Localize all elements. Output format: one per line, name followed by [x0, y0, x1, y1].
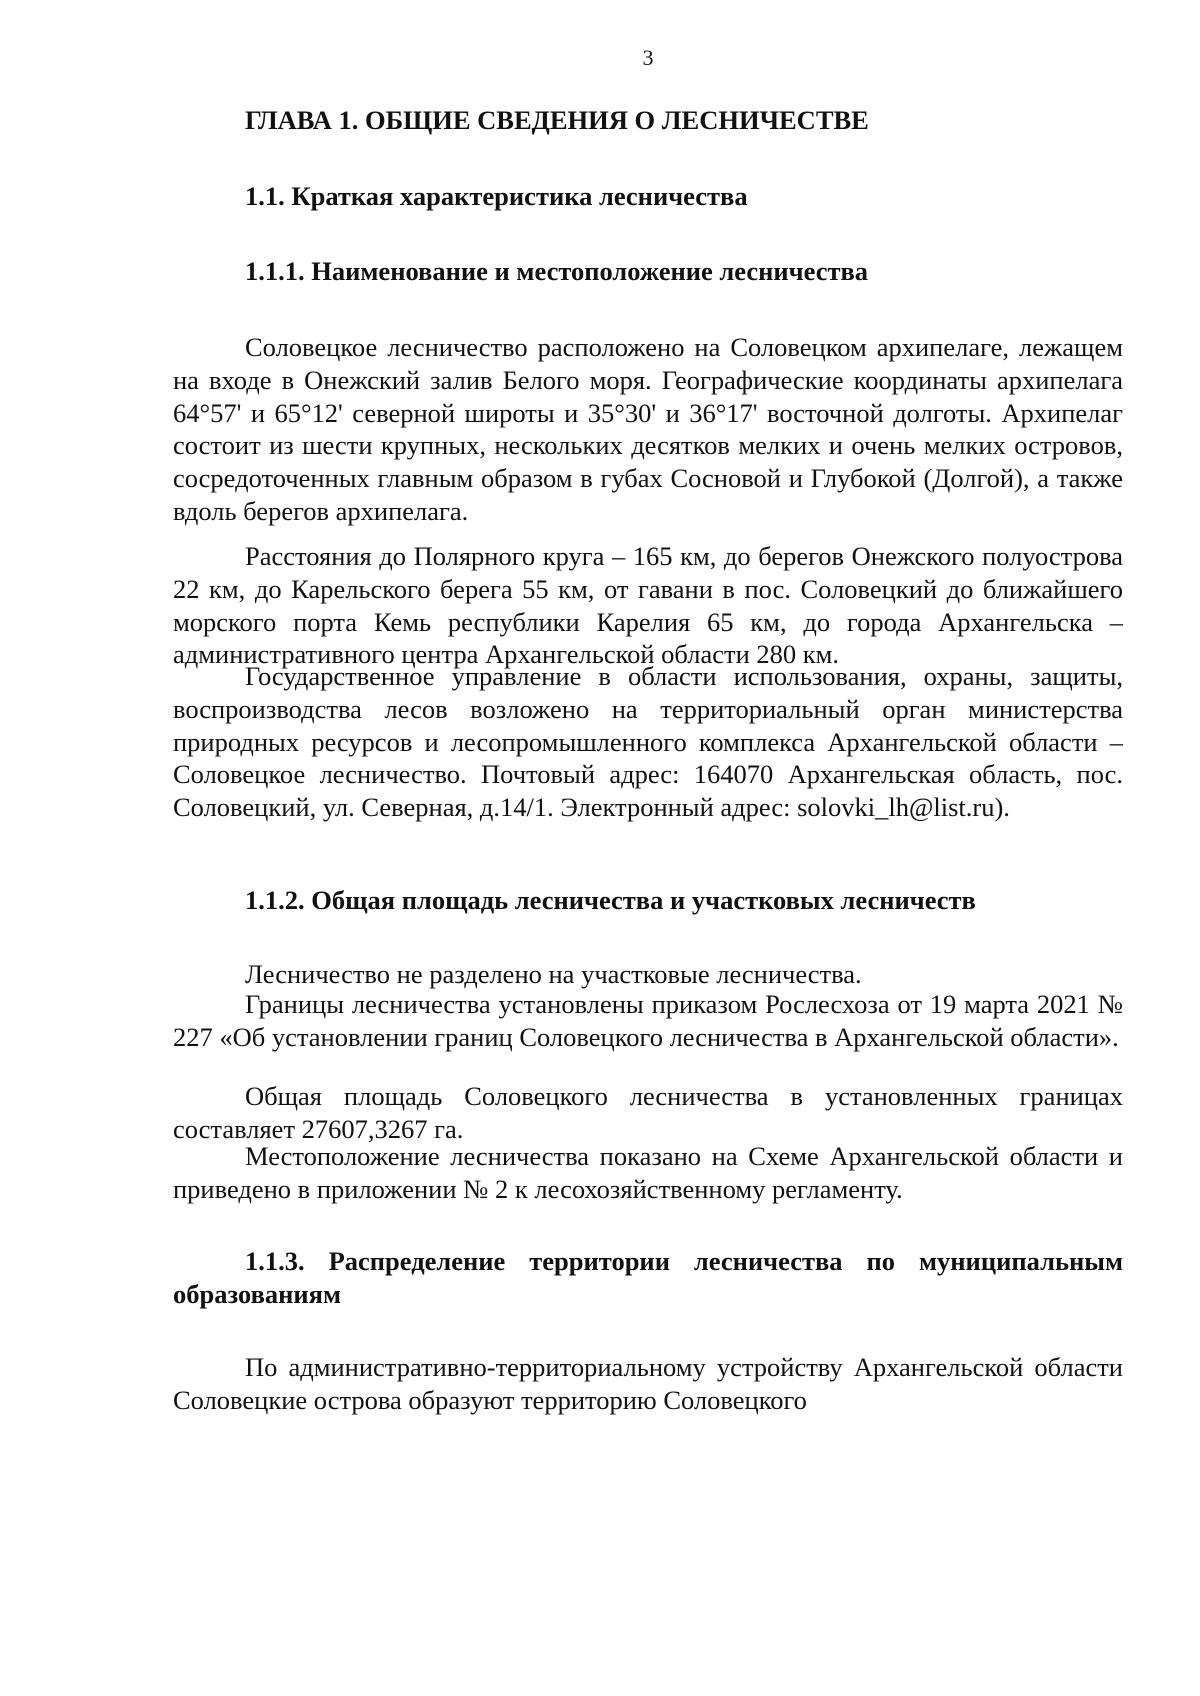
paragraph-location: Соловецкое лесничество расположено на Соловецком архипелаге, лежащем на входе в Онежский залив Белого моря. Географические координаты архипелага 64°57' и 65°12' северной широты и 35°30' и 36°17' восточной долготы. Архипелаг состоит из шести крупных, нескольких десятков мелких и очень мелких островов, сосредоточенных главным образом в губах Сосновой и Глубокой (Долгой), а также вдоль берегов архипелага.: [173, 332, 1123, 526]
section-1-1-2-title: 1.1.2. Общая площадь лесничества и участковых лесничеств: [245, 885, 976, 915]
paragraph-distances: Расстояния до Полярного круга – 165 км, до берегов Онежского полуострова 22 км, до Карельского берега 55 км, от гавани в пос. Соловецкий до ближайшего морского порта Кемь республики Карелия 65 км, до города Архангельска – административного центра Архангельской области 280 км.: [173, 541, 1123, 670]
paragraph-no-division: Лесничество не разделено на участковые лесничества.: [245, 959, 862, 989]
paragraph-administrative: По административно-территориальному устройству Архангельской области Соловецкие острова образуют территорию Соловецкого: [173, 1352, 1123, 1415]
paragraph-management: Государственное управление в области использования, охраны, защиты, воспроизводства лесов возложено на территориальный орган министерства природных ресурсов и лесопромышленного комплекса Архангельской области – Соловецкое лесничество. Почтовый адрес: 164070 Архангельская область, пос. Соловецкий, ул. Северная, д.14/1. Электронный адрес: solovki_lh@list.ru).: [173, 661, 1123, 823]
chapter-title: ГЛАВА 1. ОБЩИЕ СВЕДЕНИЯ О ЛЕСНИЧЕСТВЕ: [245, 105, 869, 135]
paragraph-boundaries: Границы лесничества установлены приказом Рослесхоза от 19 марта 2021 № 227 «Об установлении границ Соловецкого лесничества в Архангельской области».: [173, 989, 1123, 1052]
section-1-1-title: 1.1. Краткая характеристика лесничества: [245, 181, 748, 211]
section-1-1-1-title: 1.1.1. Наименование и местоположение лесничества: [245, 256, 869, 286]
paragraph-total-area: Общая площадь Соловецкого лесничества в установленных границах составляет 27607,3267 га.: [173, 1081, 1123, 1144]
paragraph-location-scheme: Местоположение лесничества показано на Схеме Архангельской области и приведено в приложении № 2 к лесохозяйственному регламенту.: [173, 1141, 1123, 1204]
page-number: 3: [642, 45, 654, 70]
section-1-1-3-title: 1.1.3. Распределение территории лесничества по муниципальным образованиям: [173, 1246, 1123, 1309]
